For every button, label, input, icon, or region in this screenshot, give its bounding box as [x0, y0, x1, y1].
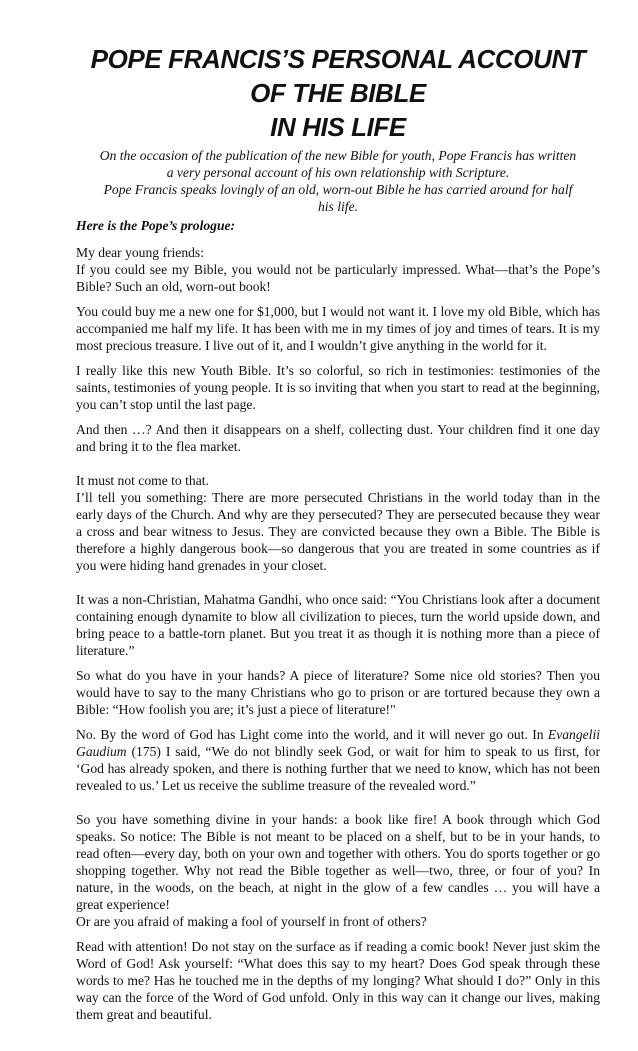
- title-line-3: IN HIS LIFE: [270, 112, 406, 142]
- paragraph-4: And then …? And then it disappears on a shelf, collecting dust. Your children find it one day and bring it to the flea market.: [76, 422, 600, 454]
- intro-subtitle: [76, 147, 600, 215]
- letter-body: [76, 244, 600, 1023]
- paragraph-9-body: So you have something divine in your hands: a book like fire! A book through which God speaks. So notice: The Bible is not meant to be placed on a shelf, but to be in your hands, to read often—every day, both on your own and together with others. You do sports together or go shopping together. Why not read the Bible together as well—two, three, or four of you? In nature, in the woods, on the beach, at night in the glow of a few candles … you will have a great experience!: [76, 812, 600, 912]
- greeting-line: My dear young friends:: [76, 245, 204, 260]
- paragraph-8-end: (175) I said, “We do not blindly seek God, or wait for him to speak to us first, for ‘God has already spoken, and there is nothing further that we need to know, which has not been revealed to us.’ Let us receive the sublime treasure of the revealed word.”: [76, 744, 600, 793]
- paragraph-9-question: Or are you afraid of making a fool of yourself in front of others?: [76, 914, 427, 929]
- paragraph-5-lead: It must not come to that.: [76, 473, 209, 488]
- prologue-label: Here is the Pope’s prologue:: [76, 218, 236, 233]
- paragraph-5-body: I’ll tell you something: There are more persecuted Christians in the world today than in the early days of the Church. And why are they persecuted? They are persecuted because they wear a cross and bear witness to Jesus. They are convicted because they own a Bible. The Bible is therefore a highly dangerous book—so dangerous that you are treated in some countries as if you were hiding hand grenades in your closet.: [76, 490, 600, 573]
- paragraph-9: [76, 811, 600, 930]
- document-page: [76, 42, 600, 1023]
- paragraph-3: I really like this new Youth Bible. It’s so colorful, so rich in testimonies: testimonies of the saints, testimonies of young people. It is so inviting that when you start to read at the beginning, you can’t stop until the last page.: [76, 363, 600, 412]
- paragraph-8-start: No. By the word of God has Light come into the world, and it will never go out. In: [76, 727, 548, 742]
- paragraph-2: You could buy me a new one for $1,000, but I would not want it. I love my old Bible, which has accompanied me half my life. It has been with me in my times of joy and times of tears. It is my most precious treasure. I live out of it, and I wouldn’t give anything in the world for it.: [76, 304, 600, 353]
- title-line-2: OF THE BIBLE: [250, 78, 426, 108]
- paragraph-greeting: [76, 244, 600, 295]
- paragraph-8: [76, 726, 600, 794]
- paragraph-1: If you could see my Bible, you would not be particularly impressed. What—that’s the Pope’s Bible? Such an old, worn-out book!: [76, 262, 600, 294]
- paragraph-5: [76, 472, 600, 574]
- evangelii-gaudium-title: Evangelii Gaudium: [76, 727, 600, 759]
- intro-line-3: Pope Francis speaks lovingly of an old, worn-out Bible he has carried around for half: [103, 182, 573, 197]
- intro-line-4: his life.: [317, 199, 359, 214]
- paragraph-6: It was a non-Christian, Mahatma Gandhi, who once said: “You Christians look after a document containing enough dynamite to blow all civilization to pieces, turn the world upside down, and bring peace to a battle-torn planet. But you treat it as though it is nothing more than a piece of literature.”: [76, 592, 600, 658]
- intro-line-1: On the occasion of the publication of the new Bible for youth, Pope Francis has written: [99, 148, 577, 163]
- document-title: [76, 42, 600, 144]
- intro-line-2: a very personal account of his own relationship with Scripture.: [166, 165, 510, 180]
- paragraph-10: Read with attention! Do not stay on the surface as if reading a comic book! Never just skim the Word of God! Ask yourself: “What does this say to my heart? Does God speak through these words to me? Has he touched me in the depths of my longing? What should I do?” Only in this way can the force of the Word of God unfold. Only in this way can it change our lives, making them great and beautiful.: [76, 939, 600, 1022]
- title-line-1: POPE FRANCIS’S PERSONAL ACCOUNT: [90, 44, 586, 74]
- paragraph-7: So what do you have in your hands? A piece of literature? Some nice old stories? Then you would have to say to the many Christians who go to prison or are tortured because they own a Bible: “How foolish you are; it’s just a piece of literature!": [76, 668, 600, 717]
